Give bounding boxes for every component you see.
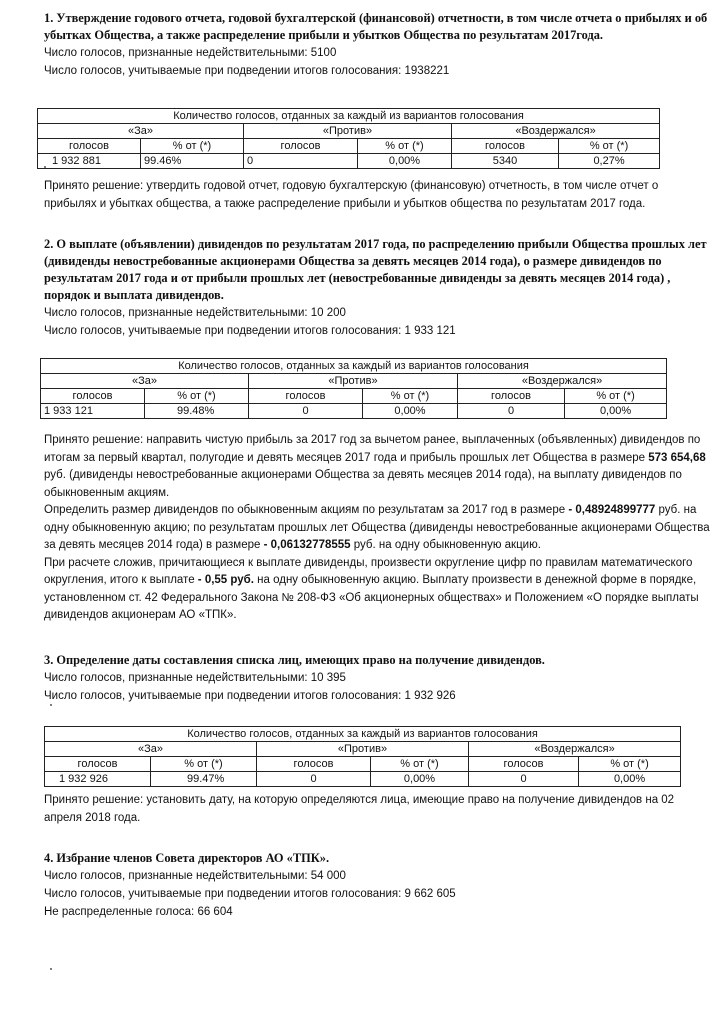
table-cell-for-votes: 1 932 926 bbox=[45, 772, 151, 787]
section-3-invalid-votes: Число голосов, признанные недействительными: 10 395 bbox=[44, 672, 346, 684]
section-1-decision: Принято решение: утвердить годовой отчет, годовую бухгалтерскую (финансовую) отчетность, в том числе отчет о прибылях и убытках общества, а также распределение прибыли и убытков общества по результатам 2017 года. bbox=[44, 180, 659, 210]
table-cell-against-pct: 0,00% bbox=[363, 404, 458, 419]
section-1-heading: 1. Утверждение годового отчета, годовой бухгалтерской (финансовой) отчетности, в том числе отчета о прибылях и об убытках Общества, а также распределение прибыли и убытков Общества по результатам 2017года. bbox=[44, 11, 708, 42]
table-subheader-votes: голосов bbox=[249, 389, 363, 404]
section-2-decision-paragraph-2 bbox=[44, 502, 710, 555]
table-title: Количество голосов, отданных за каждый из вариантов голосования bbox=[41, 359, 667, 374]
section-2-invalid-votes: Число голосов, признанные недействительными: 10 200 bbox=[44, 307, 346, 319]
table-title: Количество голосов, отданных за каждый из вариантов голосования bbox=[45, 727, 681, 742]
table-cell-abstain-votes: 0 bbox=[458, 404, 565, 419]
section-2-counted-votes: Число голосов, учитываемые при подведении итогов голосования: 1 933 121 bbox=[44, 325, 456, 337]
section-2-heading: 2. О выплате (объявлении) дивидендов по результатам 2017 года, по распределению прибыли Общества прошлых лет (дивиденды невостребованные акционерами Общества за девять месяцев 2014 года), о размере дивидендов по результатам 2017 года и от прибыли прошлых лет (невостребованные дивиденды за девять месяцев 2014 года) , порядок и выплата дивидендов. bbox=[44, 237, 707, 302]
dividend-amount: - 0,48924899777 bbox=[568, 504, 656, 516]
table-subheader-votes: голосов bbox=[38, 139, 141, 154]
table-subheader-pct: % от (*) bbox=[358, 139, 452, 154]
section-2-decision-block bbox=[44, 432, 710, 625]
table-subheader-pct: % от (*) bbox=[579, 757, 681, 772]
table-header-against: «Против» bbox=[244, 124, 452, 139]
table-subheader-votes: голосов bbox=[458, 389, 565, 404]
table-header-abstain: «Воздержался» bbox=[469, 742, 681, 757]
table-subheader-votes: голосов bbox=[45, 757, 151, 772]
table-subheader-pct: % от (*) bbox=[363, 389, 458, 404]
text-span: на одну обыкновенную акцию. Выплату произвести в денежной форме в порядке, установленном ст. 42 Федерального Закона № 208-ФЗ «Об акционерных обществах» и Положением «О порядке выплаты дивидендов акционерам АО «ТПК». bbox=[44, 574, 699, 621]
table-subheader-votes: голосов bbox=[257, 757, 371, 772]
dividend-amount: 573 654,68 bbox=[648, 451, 706, 464]
dividend-amount: - 0,55 руб. bbox=[197, 574, 254, 586]
table-subheader-votes: голосов bbox=[469, 757, 579, 772]
table-subheader-votes: голосов bbox=[244, 139, 358, 154]
table-cell-for-pct: 99.46% bbox=[141, 154, 244, 169]
section-3-decision: Принято решение: установить дату, на которую определяются лица, имеющие право на получение дивидендов на 02 апреля 2018 года. bbox=[44, 794, 675, 824]
table-subheader-votes: голосов bbox=[452, 139, 559, 154]
table-cell-abstain-votes: 0 bbox=[469, 772, 579, 787]
table-header-abstain: «Воздержался» bbox=[452, 124, 660, 139]
table-header-for: «За» bbox=[41, 374, 249, 389]
scan-speck bbox=[44, 166, 46, 168]
table-subheader-pct: % от (*) bbox=[559, 139, 660, 154]
table-header-for: «За» bbox=[45, 742, 257, 757]
scan-speck bbox=[50, 968, 52, 970]
section-3-votes-table bbox=[44, 726, 681, 787]
table-header-against: «Против» bbox=[249, 374, 458, 389]
table-cell-abstain-pct: 0,27% bbox=[559, 154, 660, 169]
table-cell-for-votes: 1 933 121 bbox=[41, 404, 145, 419]
table-subheader-pct: % от (*) bbox=[371, 757, 469, 772]
table-cell-abstain-votes: 5340 bbox=[452, 154, 559, 169]
dividend-amount: - 0,06132778555 bbox=[263, 539, 351, 551]
table-cell-against-votes: 0 bbox=[249, 404, 363, 419]
section-1-decision-block bbox=[44, 178, 710, 213]
table-cell-against-votes: 0 bbox=[257, 772, 371, 787]
section-3-counted-votes: Число голосов, учитываемые при подведении итогов голосования: 1 932 926 bbox=[44, 690, 456, 702]
section-4-counted-votes: Число голосов, учитываемые при подведении итогов голосования: 9 662 605 bbox=[44, 888, 456, 900]
table-cell-for-votes: 1 932 881 bbox=[38, 154, 141, 169]
text-span: руб. (дивиденды невостребованные акционерами Общества за девять месяцев 2014 года), на выплату дивидендов по обыкновенным акциям. bbox=[44, 469, 682, 499]
section-3 bbox=[44, 652, 710, 705]
table-cell-against-pct: 0,00% bbox=[358, 154, 452, 169]
section-2-votes-table bbox=[40, 358, 667, 419]
section-1 bbox=[44, 10, 710, 80]
table-header-for: «За» bbox=[38, 124, 244, 139]
table-cell-abstain-pct: 0,00% bbox=[579, 772, 681, 787]
table-title: Количество голосов, отданных за каждый из вариантов голосования bbox=[38, 109, 660, 124]
table-cell-for-pct: 99.47% bbox=[151, 772, 257, 787]
section-3-decision-block bbox=[44, 792, 710, 827]
table-cell-abstain-pct: 0,00% bbox=[565, 404, 667, 419]
table-header-abstain: «Воздержался» bbox=[458, 374, 667, 389]
table-subheader-votes: голосов bbox=[41, 389, 145, 404]
table-subheader-pct: % от (*) bbox=[141, 139, 244, 154]
section-2-decision-paragraph-1 bbox=[44, 432, 710, 502]
section-2-decision-paragraph-3 bbox=[44, 555, 710, 625]
text-span: Принято решение: направить чистую прибыль за 2017 год за вычетом ранее, выплаченных (объявленных) дивидендов по итогам за первый квартал, полугодие и девять месяцев 2017 года и прибыль прошлых лет Общества в размере bbox=[44, 434, 701, 464]
section-4 bbox=[44, 850, 710, 921]
text-span: руб. на одну обыкновенную акцию. bbox=[350, 539, 541, 551]
table-cell-against-votes: 0 bbox=[244, 154, 358, 169]
text-span: При расчете сложив, причитающиеся к выплате дивиденды, произвести округление цифр по правилам математического округления, итого к выплате bbox=[44, 556, 693, 586]
section-1-invalid-votes: Число голосов, признанные недействительными: 5100 bbox=[44, 47, 337, 59]
section-3-heading: 3. Определение даты составления списка лиц, имеющих право на получение дивидендов. bbox=[44, 653, 545, 667]
table-cell-against-pct: 0,00% bbox=[371, 772, 469, 787]
section-2 bbox=[44, 236, 710, 340]
table-subheader-pct: % от (*) bbox=[565, 389, 667, 404]
section-4-invalid-votes: Число голосов, признанные недействительными: 54 000 bbox=[44, 870, 346, 882]
section-4-undistributed-votes: Не распределенные голоса: 66 604 bbox=[44, 906, 233, 918]
table-cell-for-pct: 99.48% bbox=[145, 404, 249, 419]
section-4-heading: 4. Избрание членов Совета директоров АО «ТПК». bbox=[44, 851, 330, 865]
text-span: руб. на одну обыкновенную акцию; по результатам прошлых лет Общества (дивиденды невостребованные акционерами Общества за девять месяцев 2014 года) в размере bbox=[44, 504, 710, 551]
table-subheader-pct: % от (*) bbox=[151, 757, 257, 772]
section-1-votes-table bbox=[37, 108, 660, 169]
text-span: Определить размер дивидендов по обыкновенным акциям по результатам за 2017 год в размере bbox=[44, 504, 569, 516]
table-header-against: «Против» bbox=[257, 742, 469, 757]
section-1-counted-votes: Число голосов, учитываемые при подведении итогов голосования: 1938221 bbox=[44, 65, 450, 77]
scan-speck bbox=[50, 704, 52, 706]
table-subheader-pct: % от (*) bbox=[145, 389, 249, 404]
